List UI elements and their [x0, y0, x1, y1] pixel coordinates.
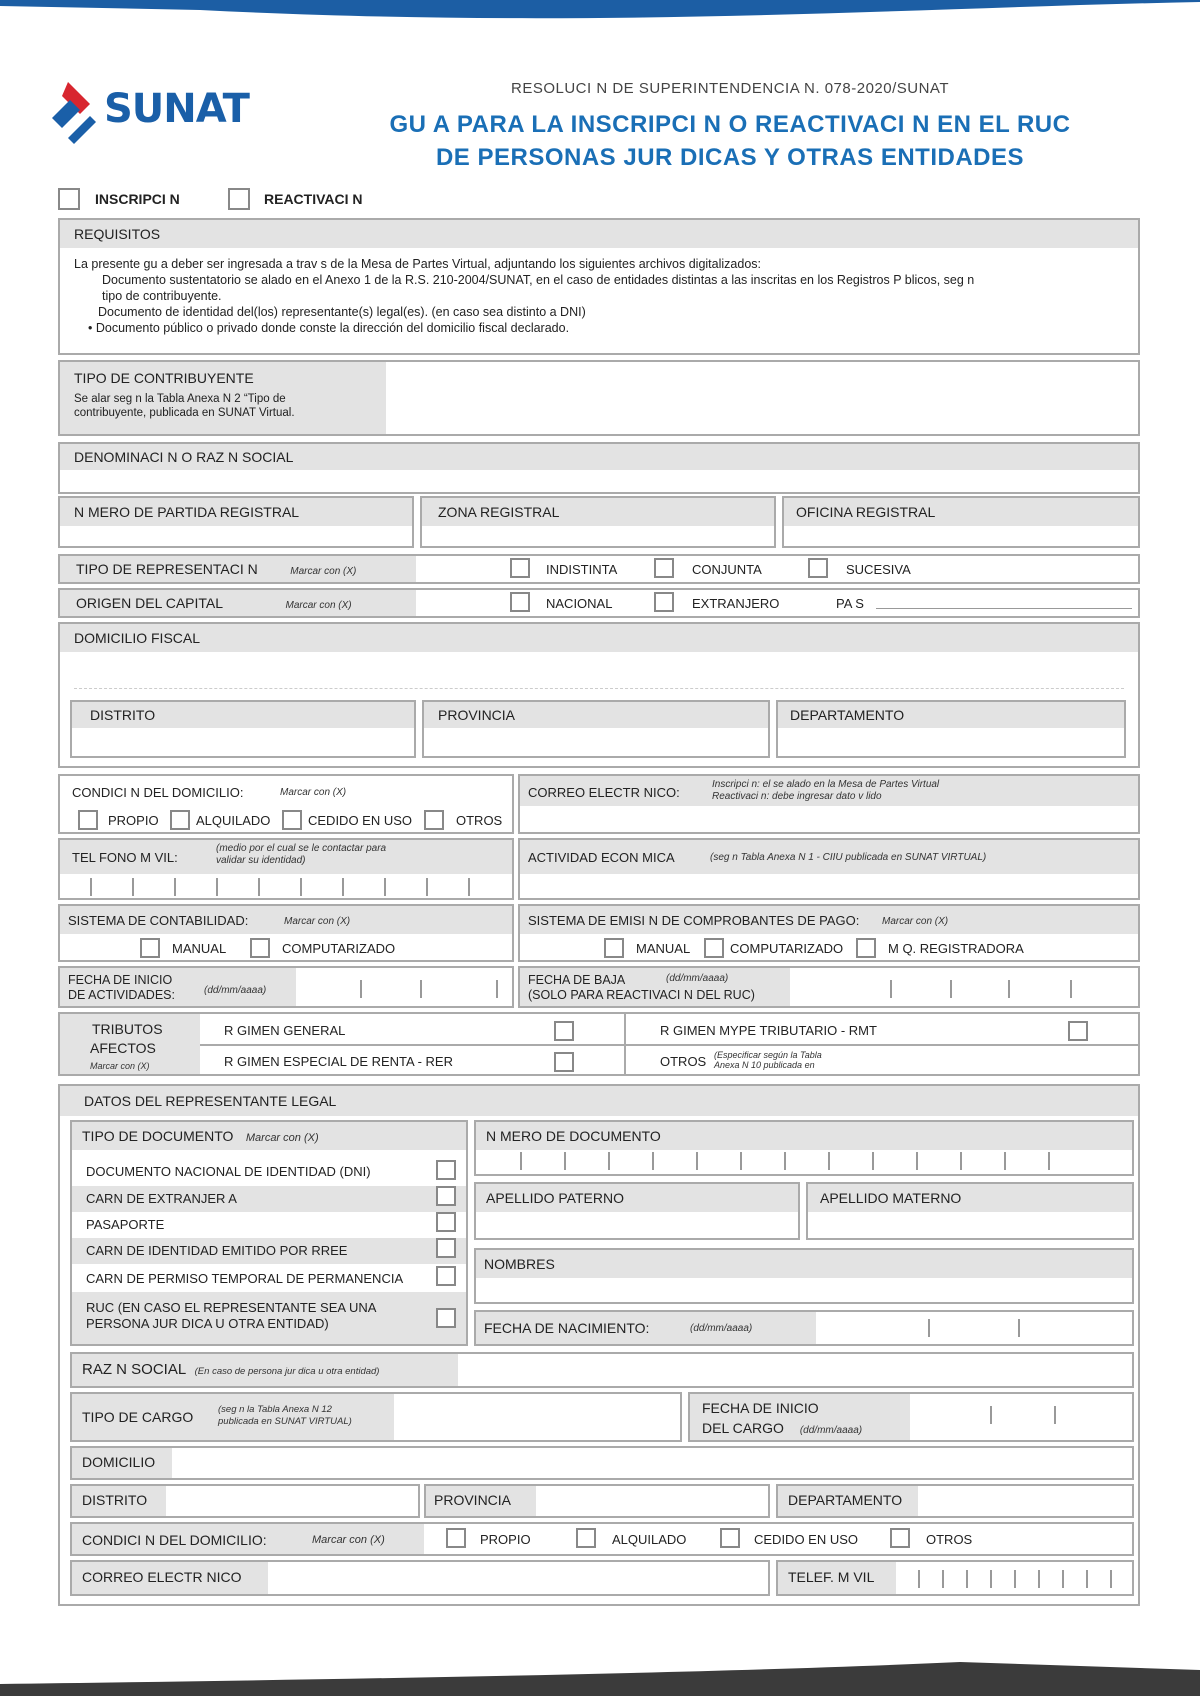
regimen-mype-label: R GIMEN MYPE TRIBUTARIO - RMT — [660, 1023, 877, 1038]
zona-label: ZONA REGISTRAL — [438, 504, 560, 520]
oficina-field[interactable] — [782, 496, 1140, 548]
apellido-paterno-field[interactable] — [474, 1182, 800, 1240]
doc-dni-checkbox[interactable] — [436, 1160, 456, 1180]
emision-section — [518, 904, 1140, 962]
emision-maquina-label: M Q. REGISTRADORA — [888, 941, 1024, 956]
tipo-cargo-label: TIPO DE CARGO — [82, 1409, 194, 1425]
sucesiva-checkbox[interactable] — [808, 558, 828, 578]
fecha-inicio-line: FECHA DE INICIO — [68, 973, 173, 987]
marcar-note: Marcar con (X) — [312, 1534, 385, 1546]
fecha-baja-section — [518, 966, 1140, 1008]
doc-carne-rree-checkbox[interactable] — [436, 1238, 456, 1258]
numero-documento-field[interactable] — [474, 1120, 1134, 1176]
marcar-note: Marcar con (X) — [290, 566, 357, 577]
rep-provincia-field[interactable] — [424, 1484, 770, 1518]
rep-correo-field[interactable] — [70, 1560, 770, 1596]
tipo-documento-panel — [70, 1120, 468, 1346]
razon-social-label: RAZ N SOCIAL — [82, 1361, 187, 1378]
reactivacion-label: REACTIVACI N — [264, 191, 363, 207]
title-line-1: GU A PARA LA INSCRIPCI N O REACTIVACI N EN EL RUC — [389, 111, 1071, 138]
otros-tributo-label: OTROS — [660, 1054, 707, 1069]
partida-field[interactable] — [58, 496, 414, 548]
regimen-rer-checkbox[interactable] — [554, 1052, 574, 1072]
provincia-label: PROVINCIA — [438, 707, 516, 723]
representacion-label: TIPO DE REPRESENTACI N — [76, 561, 258, 577]
razon-social-field[interactable] — [70, 1352, 1134, 1388]
inscripcion-checkbox[interactable] — [58, 188, 80, 210]
doc-ruc-label — [86, 1300, 376, 1332]
contab-computarizado-checkbox[interactable] — [250, 938, 270, 958]
tipo-contribuyente-section — [58, 360, 1140, 436]
indistinta-label: INDISTINTA — [546, 562, 618, 577]
rep-telefono-label: TELEF. M VIL — [788, 1569, 875, 1585]
rep-distrito-label: DISTRITO — [82, 1492, 148, 1508]
denominacion-label: DENOMINACI N O RAZ N SOCIAL — [74, 449, 294, 465]
numero-documento-label: N MERO DE DOCUMENTO — [486, 1128, 661, 1144]
rep-condicion-section — [70, 1522, 1134, 1556]
rep-departamento-field[interactable] — [776, 1484, 1134, 1518]
nacional-label: NACIONAL — [546, 596, 613, 611]
telefono-note-line: (medio por el cual se le contactar para — [216, 843, 387, 854]
provincia-field[interactable] — [422, 700, 770, 758]
rep-otros-checkbox[interactable] — [890, 1528, 910, 1548]
cedido-checkbox[interactable] — [282, 810, 302, 830]
correo-note-line: Reactivaci n: debe ingresar dato v lido — [712, 791, 882, 802]
correo-label: CORREO ELECTR NICO: — [528, 785, 680, 800]
marcar-note: Marcar con (X) — [280, 787, 347, 798]
propio-label: PROPIO — [108, 813, 159, 828]
requisitos-line: Documento de identidad del(los) representante(s) legal(es). (en caso sea distinto a DNI) — [98, 305, 586, 319]
rep-propio-label: PROPIO — [480, 1532, 531, 1547]
telefono-section — [58, 838, 514, 900]
origen-label: ORIGEN DEL CAPITAL — [76, 595, 224, 611]
fecha-baja-input[interactable] — [870, 972, 1136, 1002]
rep-propio-checkbox[interactable] — [446, 1528, 466, 1548]
doc-ruc-line: RUC (EN CASO EL REPRESENTANTE SEA UNA — [86, 1300, 377, 1315]
fecha-format: (dd/mm/aaaa) — [666, 973, 729, 984]
contab-manual-label: MANUAL — [172, 941, 227, 956]
emision-computarizado-label: COMPUTARIZADO — [730, 941, 844, 956]
otros-tributo-note — [714, 1050, 822, 1070]
actividad-section — [518, 838, 1140, 900]
fecha-inicio-line: DE ACTIVIDADES: — [68, 988, 175, 1002]
tributos-label-1: TRIBUTOS — [92, 1021, 163, 1037]
rep-condicion-label: CONDICI N DEL DOMICILIO: — [82, 1532, 267, 1548]
doc-carne-extranjeria-checkbox[interactable] — [436, 1186, 456, 1206]
fecha-inicio-label — [68, 973, 175, 1003]
actividad-input[interactable] — [520, 874, 1138, 898]
marcar-note: Marcar con (X) — [245, 1132, 319, 1144]
extranjero-checkbox[interactable] — [654, 592, 674, 612]
tributos-label-2: AFECTOS — [90, 1040, 156, 1056]
doc-carne-ptp-checkbox[interactable] — [436, 1266, 456, 1286]
sunat-logo — [46, 78, 276, 146]
fecha-inicio-cargo-field[interactable] — [688, 1392, 1134, 1442]
tipo-contribuyente-note: Se alar seg n la Tabla Anexa N 2 “Tipo de — [74, 393, 286, 405]
cargo-note-line: publicada en SUNAT VIRTUAL) — [218, 1416, 352, 1427]
oficina-label: OFICINA REGISTRAL — [796, 504, 936, 520]
requisitos-line: La presente gu a deber ser ingresada a trav s de la Mesa de Partes Virtual, adjuntando los siguientes archivos digitalizados: — [74, 257, 761, 271]
representante-section — [58, 1084, 1140, 1606]
representante-title: DATOS DEL REPRESENTANTE LEGAL — [84, 1093, 337, 1109]
marcar-note: Marcar con (X) — [285, 600, 352, 611]
fecha-format: (dd/mm/aaaa) — [799, 1425, 863, 1436]
sucesiva-label: SUCESIVA — [846, 562, 911, 577]
doc-ruc-line: PERSONA JUR DICA U OTRA ENTIDAD) — [86, 1316, 329, 1331]
telefono-input[interactable] — [60, 874, 512, 898]
emision-maquina-checkbox[interactable] — [856, 938, 876, 958]
denominacion-input[interactable] — [60, 470, 1138, 492]
fecha-cargo-line: DEL CARGO — [702, 1420, 784, 1436]
origen-section — [58, 588, 1140, 618]
condicion-domicilio-section — [58, 774, 514, 834]
fecha-nacimiento-field[interactable] — [474, 1310, 1134, 1346]
doc-option-label: DOCUMENTO NACIONAL DE IDENTIDAD (DNI) — [86, 1164, 371, 1179]
marcar-note: Marcar con (X) — [90, 1061, 150, 1071]
requisitos-section — [58, 218, 1140, 355]
contab-manual-checkbox[interactable] — [140, 938, 160, 958]
apellido-materno-field[interactable] — [806, 1182, 1134, 1240]
departamento-field[interactable] — [776, 700, 1126, 758]
cargo-note-line: (seg n la Tabla Anexa N 12 — [218, 1404, 332, 1415]
otros-label: OTROS — [456, 813, 503, 828]
apellido-paterno-label: APELLIDO PATERNO — [486, 1190, 624, 1206]
departamento-label: DEPARTAMENTO — [790, 707, 905, 723]
fecha-baja-line: FECHA DE BAJA — [528, 973, 626, 987]
fecha-format: (dd/mm/aaaa) — [204, 985, 267, 996]
fecha-inicio-input[interactable] — [300, 972, 510, 1002]
doc-option-label: CARN DE IDENTIDAD EMITIDO POR RREE — [86, 1243, 348, 1258]
tipo-cargo-note — [218, 1404, 352, 1428]
conjunta-label: CONJUNTA — [692, 562, 762, 577]
extranjero-label: EXTRANJERO — [692, 596, 780, 611]
top-color-band — [0, 0, 1200, 26]
emision-manual-label: MANUAL — [636, 941, 691, 956]
regimen-rer-label: R GIMEN ESPECIAL DE RENTA - RER — [224, 1054, 453, 1069]
otros-checkbox[interactable] — [424, 810, 444, 830]
pais-input[interactable] — [876, 608, 1132, 609]
rep-cedido-checkbox[interactable] — [720, 1528, 740, 1548]
rep-correo-label: CORREO ELECTR NICO — [82, 1569, 242, 1585]
regimen-general-label: R GIMEN GENERAL — [224, 1023, 346, 1038]
fecha-format: (dd/mm/aaaa) — [690, 1323, 753, 1334]
doc-pasaporte-checkbox[interactable] — [436, 1212, 456, 1232]
doc-option-label: PASAPORTE — [86, 1217, 165, 1232]
cedido-label: CEDIDO EN USO — [308, 813, 413, 828]
tipo-contribuyente-title: TIPO DE CONTRIBUYENTE — [74, 370, 254, 386]
regimen-general-checkbox[interactable] — [554, 1021, 574, 1041]
telefono-label: TEL FONO M VIL: — [72, 850, 178, 865]
tipo-contribuyente-note: contribuyente, publicada en SUNAT Virtual. — [74, 407, 295, 419]
resolution-number: RESOLUCI N DE SUPERINTENDENCIA N. 078-2020/SUNAT — [510, 80, 949, 97]
telefono-note — [216, 843, 386, 867]
rep-cedido-label: CEDIDO EN USO — [754, 1532, 859, 1547]
rep-domicilio-label: DOMICILIO — [82, 1454, 156, 1470]
actividad-label: ACTIVIDAD ECON MICA — [528, 850, 675, 865]
doc-option-label: CARN DE EXTRANJER A — [86, 1191, 237, 1206]
condicion-label: CONDICI N DEL DOMICILIO: — [72, 785, 244, 800]
domicilio-fiscal-title: DOMICILIO FISCAL — [74, 630, 201, 646]
nombres-field[interactable] — [474, 1248, 1134, 1304]
contab-computarizado-label: COMPUTARIZADO — [282, 941, 396, 956]
doc-option-label: CARN DE PERMISO TEMPORAL DE PERMANENCIA — [86, 1271, 404, 1286]
distrito-label: DISTRITO — [90, 707, 156, 723]
doc-ruc-checkbox[interactable] — [436, 1308, 456, 1328]
fecha-nacimiento-label: FECHA DE NACIMIENTO: — [484, 1320, 650, 1336]
razon-social-note: (En caso de persona jur dica u otra entidad) — [194, 1366, 380, 1377]
fecha-baja-line: (SOLO PARA REACTIVACI N DEL RUC) — [528, 988, 755, 1002]
marcar-note: Marcar con (X) — [284, 916, 351, 927]
apellido-materno-label: APELLIDO MATERNO — [820, 1190, 962, 1206]
tipo-contribuyente-input[interactable] — [390, 366, 1134, 430]
denominacion-section — [58, 442, 1140, 494]
emision-manual-checkbox[interactable] — [604, 938, 624, 958]
requisitos-title: REQUISITOS — [74, 226, 161, 242]
rep-telefono-field[interactable] — [776, 1560, 1134, 1596]
nacional-checkbox[interactable] — [510, 592, 530, 612]
distrito-field[interactable] — [70, 700, 416, 758]
nombres-label: NOMBRES — [484, 1256, 555, 1272]
contabilidad-section — [58, 904, 514, 962]
title-line-2: DE PERSONAS JUR DICAS Y OTRAS ENTIDADES — [435, 144, 1025, 171]
pais-label: PA S — [836, 596, 864, 611]
requisitos-line: Documento sustentatorio se alado en el Anexo 1 de la R.S. 210-2004/SUNAT, en el caso de entidades distintas a las inscritas en los Registros P blicos, seg n — [102, 273, 975, 287]
rep-alquilado-label: ALQUILADO — [612, 1532, 687, 1547]
alquilado-label: ALQUILADO — [196, 813, 271, 828]
rep-otros-label: OTROS — [926, 1532, 973, 1547]
representacion-section — [58, 554, 1140, 584]
logo-text: SUNAT — [104, 86, 249, 132]
correo-section — [518, 774, 1140, 834]
propio-checkbox[interactable] — [78, 810, 98, 830]
inscripcion-label: INSCRIPCI N — [95, 191, 180, 207]
tipo-documento-label: TIPO DE DOCUMENTO — [82, 1128, 234, 1144]
emision-label: SISTEMA DE EMISI N DE COMPROBANTES DE PAGO: — [528, 913, 860, 928]
correo-input[interactable] — [520, 806, 1138, 832]
domicilio-fiscal-input[interactable] — [74, 688, 1124, 689]
requisitos-line: • Documento público o privado donde conste la dirección del domicilio fiscal declarado. — [88, 321, 570, 335]
domicilio-fiscal-section — [58, 622, 1140, 768]
rep-provincia-label: PROVINCIA — [434, 1492, 512, 1508]
marcar-note: Marcar con (X) — [882, 916, 949, 927]
page-title — [330, 108, 1130, 174]
reactivacion-checkbox[interactable] — [228, 188, 250, 210]
zona-field[interactable] — [420, 496, 776, 548]
emision-computarizado-checkbox[interactable] — [704, 938, 724, 958]
fecha-cargo-line: FECHA DE INICIO — [702, 1400, 819, 1416]
rep-distrito-field[interactable] — [70, 1484, 420, 1518]
fecha-cargo-label — [702, 1398, 862, 1438]
otros-note-line: Anexa N 10 publicada en — [714, 1060, 815, 1070]
rep-alquilado-checkbox[interactable] — [576, 1528, 596, 1548]
tributos-section — [58, 1012, 1140, 1076]
correo-note — [712, 779, 939, 803]
rep-domicilio-field[interactable] — [70, 1446, 1134, 1480]
correo-note-line: Inscripci n: el se alado en la Mesa de Partes Virtual — [712, 779, 940, 790]
actividad-note: (seg n Tabla Anexa N 1 - CIIU publicada en SUNAT VIRTUAL) — [710, 852, 987, 863]
fecha-inicio-section — [58, 966, 514, 1008]
regimen-mype-checkbox[interactable] — [1068, 1021, 1088, 1041]
conjunta-checkbox[interactable] — [654, 558, 674, 578]
tipo-cargo-field[interactable] — [70, 1392, 682, 1442]
telefono-note-line: validar su identidad) — [216, 855, 306, 866]
partida-label: N MERO DE PARTIDA REGISTRAL — [74, 504, 300, 520]
rep-departamento-label: DEPARTAMENTO — [788, 1492, 903, 1508]
indistinta-checkbox[interactable] — [510, 558, 530, 578]
contabilidad-label: SISTEMA DE CONTABILIDAD: — [68, 913, 249, 928]
bottom-color-band — [0, 1656, 1200, 1696]
otros-note-line: (Especificar según la Tabla — [714, 1050, 822, 1060]
requisitos-line: tipo de contribuyente. — [102, 289, 222, 303]
alquilado-checkbox[interactable] — [170, 810, 190, 830]
